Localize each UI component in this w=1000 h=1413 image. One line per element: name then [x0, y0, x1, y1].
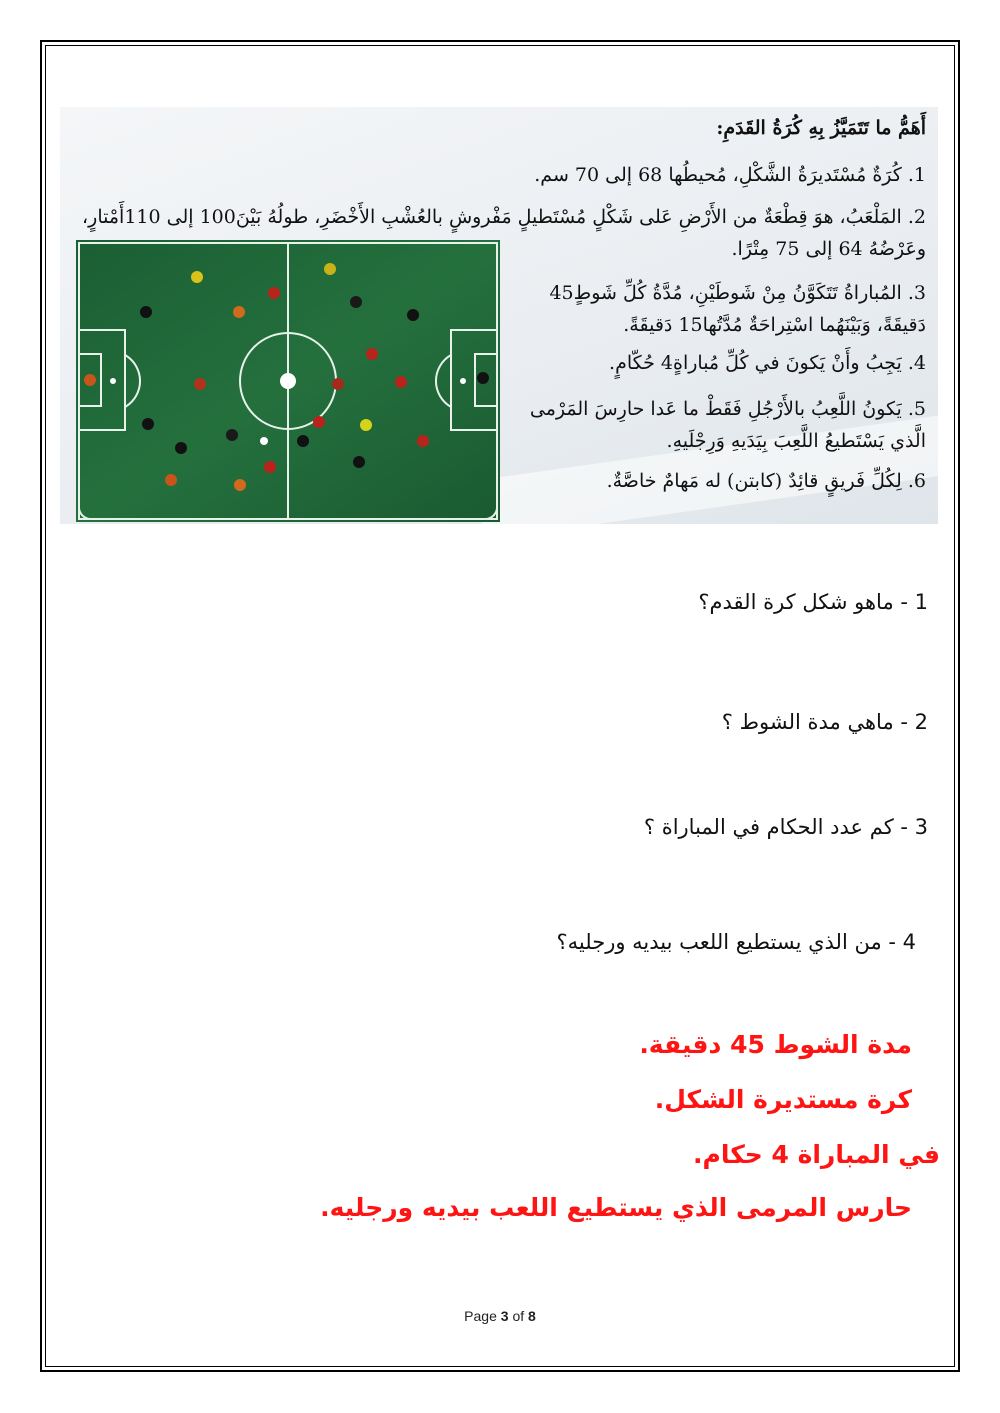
- footer-of-word: of: [512, 1308, 525, 1324]
- fact-item-1: 1. كُرَةٌ مُسْتَديرَةُ الشَّكْلِ، مُحيطُها 68 إلى 70 سم.: [534, 164, 926, 186]
- fact-item-3: 3. المُباراةُ تَتَكَوَّنُ مِنْ شَوطَيْنِ، مُدَّةُ كُلِّ شَوطٍ45 دَقيقَةً، وَبَيْنَهُما اسْتِراحَةٌ مُدَّتُها15 دَقيقَةً.: [549, 282, 926, 336]
- football-field-image: [76, 240, 500, 522]
- footer-page-number: 3: [500, 1308, 509, 1324]
- footer-page-word: Page: [464, 1308, 497, 1324]
- answer-3: في المباراة 4 حكام.: [693, 1140, 940, 1169]
- facts-heading: أَهَمُّ ما تَتَمَيَّزُ بِهِ كُرَةُ القَدَمِ:: [716, 117, 926, 139]
- fact-item-6: 6. لِكُلِّ فَريقٍ قائِدٌ (كابتن) له مَهامٌ خاصَّةٌ.: [606, 470, 926, 492]
- fact-item-4: 4. يَجِبُ وأَنْ يَكونَ في كُلِّ مُباراةٍ4 حُكّامٍ.: [609, 352, 926, 374]
- question-3: 3 - كم عدد الحكام في المباراة ؟: [643, 815, 928, 839]
- page-footer: [0, 1308, 1000, 1324]
- question-4: 4 - من الذي يستطيع اللعب بيديه ورجليه؟: [556, 930, 916, 954]
- question-1: 1 - ماهو شكل كرة القدم؟: [698, 590, 928, 614]
- fact-item-2: 2. المَلْعَبُ، هوَ قِطْعَةٌ من الأَرْضِ عَلى شَكْلٍ مُسْتَطيلٍ مَفْروشٍ بالعُشْبِ الأَخْضَرِ، طولُهُ بَيْنَ100 إلى 110أَمْتارٍ، وعَرْضُهُ 64 إلى 75 مِتْرًا.: [82, 206, 926, 260]
- footer-total-pages: 8: [528, 1308, 536, 1324]
- answer-1: مدة الشوط 45 دقيقة.: [639, 1030, 912, 1059]
- answer-4: حارس المرمى الذي يستطيع اللعب بيديه ورجليه.: [320, 1193, 912, 1222]
- fact-item-5: 5. يَكونُ اللَّعِبُ بالأَرْجُلِ فَقَطْ ما عَدا حارِسَ المَرْمى الَّذي يَسْتَطيعُ اللَّعِبَ بِيَدَيهِ وَرِجْلَيهِ.: [529, 398, 926, 452]
- answer-2: كرة مستديرة الشكل.: [654, 1085, 912, 1114]
- question-2: 2 - ماهي مدة الشوط ؟: [721, 710, 928, 734]
